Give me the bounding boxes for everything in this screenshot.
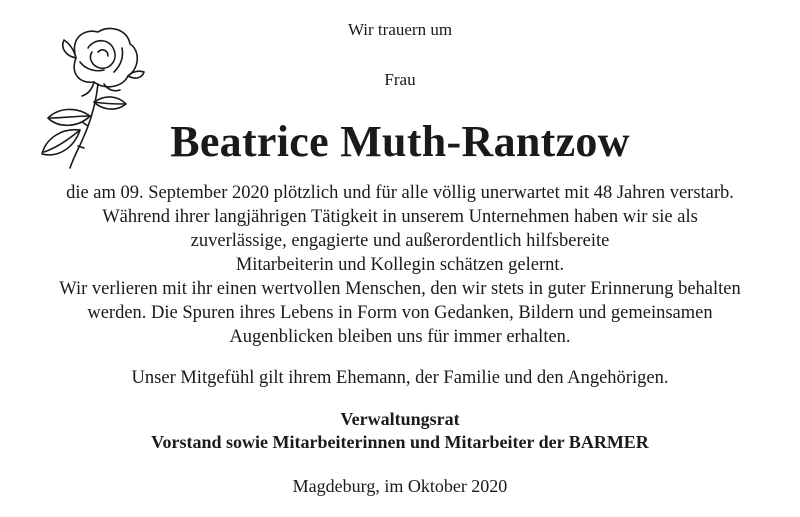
body-line: zuverlässige, engagierte und außerordentlich hilfsbereite <box>190 231 610 251</box>
signatory-board: Verwaltungsrat <box>340 409 460 429</box>
body-line: Während ihrer langjährigen Tätigkeit in unserem Unternehmen haben wir sie als <box>102 207 698 227</box>
salutation: Frau <box>384 70 416 89</box>
mourning-intro: Wir trauern um <box>347 20 453 39</box>
signatory-staff: Vorstand sowie Mitarbeiterinnen und Mitarbeiter der BARMER <box>151 432 649 452</box>
deceased-name: Beatrice Muth-Rantzow <box>170 117 630 166</box>
body-line: Wir verlieren mit ihr einen wertvollen Menschen, den wir stets in guter Erinnerung behalten <box>59 279 741 299</box>
body-line: Augenblicken bleiben uns für immer erhalten. <box>229 327 571 347</box>
condolence-line: Unser Mitgefühl gilt ihrem Ehemann, der Familie und den Angehörigen. <box>131 368 669 388</box>
place-date: Magdeburg, im Oktober 2020 <box>292 476 508 496</box>
body-line: Mitarbeiterin und Kollegin schätzen gelernt. <box>235 255 565 275</box>
body-line: die am 09. September 2020 plötzlich und für alle völlig unerwartet mit 48 Jahren verstarb. <box>66 183 734 203</box>
body-line: werden. Die Spuren ihres Lebens in Form von Gedanken, Bildern und gemeinsamen <box>87 303 713 323</box>
